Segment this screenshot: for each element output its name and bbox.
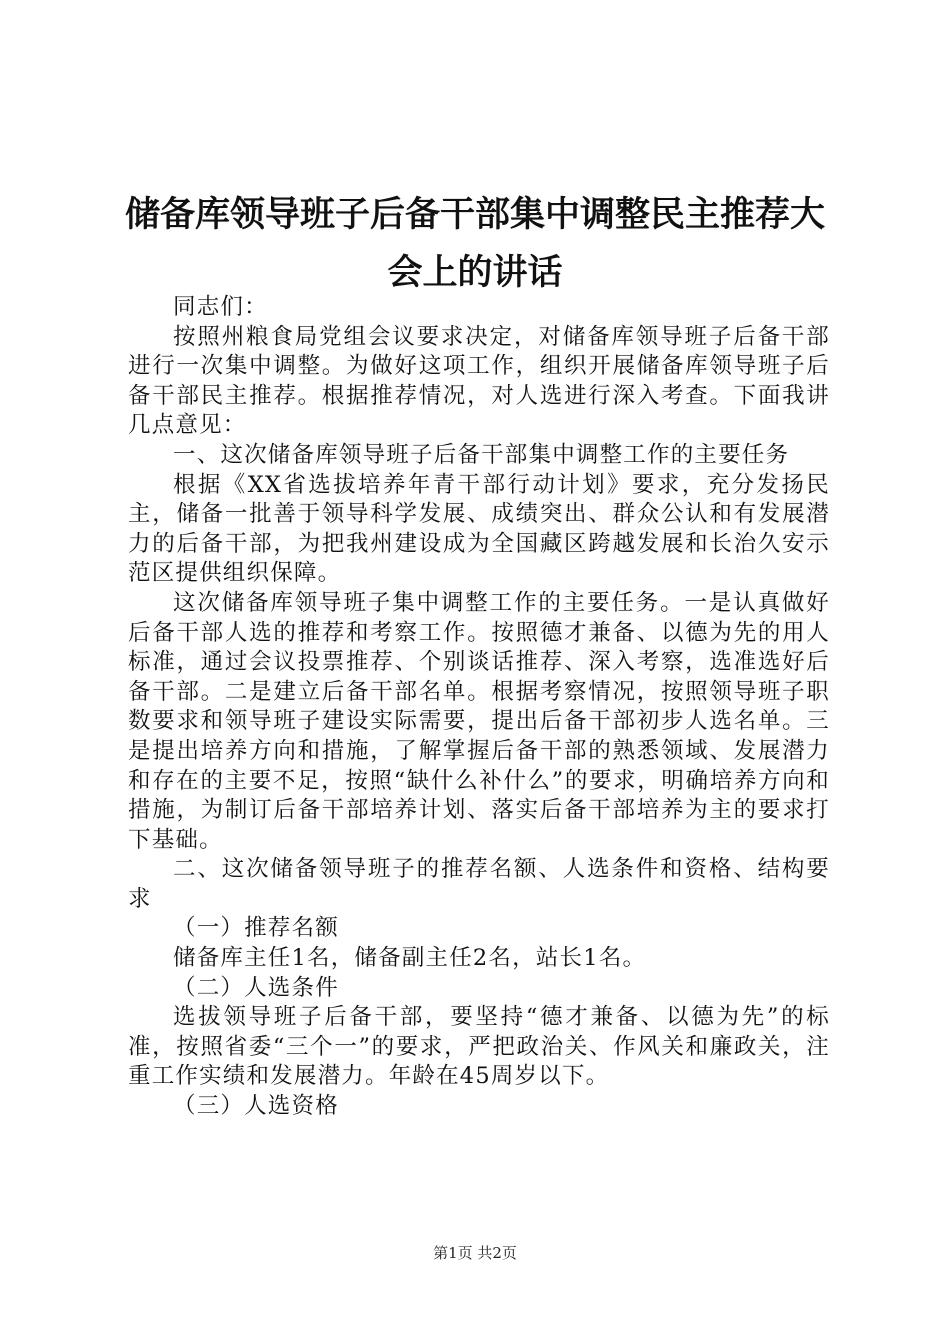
- section-heading-2: 二、这次储备领导班子的推荐名额、人选条件和资格、结构要求: [128, 856, 830, 912]
- paragraph-intro: 按照州粮食局党组会议要求决定，对储备库领导班子后备干部进行一次集中调整。为做好这项工作，组织开展储备库领导班子后备干部民主推荐。根据推荐情况，对人选进行深入考查。下面我讲几点意见：: [128, 323, 830, 439]
- paragraph: 储备库主任1名，储备副主任2名，站长1名。: [173, 945, 647, 972]
- document-title: 储备库领导班子后备干部集中调整民主推荐大会上的讲话: [124, 195, 825, 293]
- section-heading-1: 一、这次储备库领导班子后备干部集中调整工作的主要任务: [173, 441, 790, 468]
- document-body: [128, 293, 830, 1122]
- salutation: 同志们：: [173, 294, 268, 320]
- subheading-2: （二）人选条件: [173, 974, 339, 1001]
- subheading-3: （三）人选资格: [173, 1093, 339, 1120]
- paragraph: 这次储备库领导班子集中调整工作的主要任务。一是认真做好后备干部人选的推荐和考察工作。按照德才兼备、以德为先的用人标准，通过会议投票推荐、个别谈话推荐、深入考察，选准选好后备干部。二是建立后备干部名单。根据考察情况，按照领导班子职数要求和领导班子建设实际需要，提出后备干部初步人选名单。三是提出培养方向和措施，了解掌握后备干部的熟悉领域、发展潜力和存在的主要不足，按照“缺什么补什么”的要求，明确培养方向和措施，为制订后备干部培养计划、落实后备干部培养为主的要求打下基础。: [128, 589, 830, 853]
- paragraph: 根据《XX省选拔培养年青干部行动计划》要求，充分发扬民主，储备一批善于领导科学发展、成绩突出、群众公认和有发展潜力的后备干部，为把我州建设成为全国藏区跨越发展和长治久安示范区提供组织保障。: [128, 471, 830, 587]
- page-number-footer: 第1页 共2页: [433, 1244, 517, 1262]
- paragraph: 选拔领导班子后备干部，要坚持“德才兼备、以德为先”的标准，按照省委“三个一”的要求，严把政治关、作风关和廉政关，注重工作实绩和发展潜力。年龄在45周岁以下。: [128, 1004, 830, 1090]
- subheading-1: （一）推荐名额: [173, 915, 339, 942]
